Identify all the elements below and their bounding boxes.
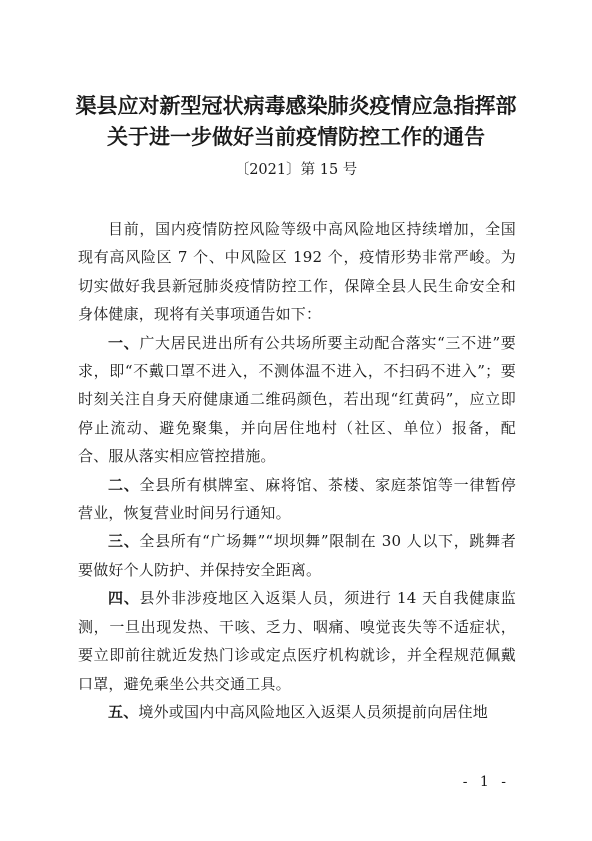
document-title-line-2: 关于进一步做好当前疫情防控工作的通告 [107,124,485,149]
paragraph-item-1 [78,329,516,471]
paragraph-item-3 [78,527,516,584]
item-number: 二、 [108,475,140,494]
item-text: 县外非涉疫地区入返渠人员，须进行 14 天自我健康监测，一旦出现发热、干咳、乏力、咽痛、嗅觉丧失等不适症状，要立即前往就近发热门诊或定点医疗机构就诊，并全程规范佩戴口罩，避免乘坐公共交通工具。 [78,589,517,693]
item-text: 全县所有棋牌室、麻将馆、茶楼、家庭茶馆等一律暂停营业，恢复营业时间另行通知。 [78,475,516,523]
document-title-line-1: 渠县应对新型冠状病毒感染肺炎疫情应急指挥部 [75,93,517,118]
item-text: 广大居民进出所有公共场所要主动配合落实“三不进”要求，即“不戴口罩不进入，不测体温不进入，不扫码不进入”；要时刻关注自身天府健康通二维码颜色，若出现“红黄码”，应立即停止流动、避免聚集，并向居住地村（社区、单位）报备，配合、服从落实相应管控措施。 [78,333,516,466]
document-body [78,215,516,726]
paragraph-item-4 [78,584,516,698]
item-number: 四、 [108,589,140,608]
paragraph-intro: 目前，国内疫情防控风险等级中高风险地区持续增加，全国现有高风险区 7 个、中风险区 192 个，疫情形势非常严峻。为切实做好我县新冠肺炎疫情防控工作，保障全县人民生命安全和身体健康，现将有关事项通告如下： [78,220,516,324]
paragraph-item-2 [78,471,516,528]
paragraph-item-5 [78,698,516,726]
item-number: 一、 [108,333,140,352]
item-number: 五、 [108,702,139,721]
item-text: 全县所有“广场舞”“坝坝舞”限制在 30 人以下，跳舞者要做好个人防护、并保持安全距离。 [78,532,517,579]
item-text: 境外或国内中高风险地区入返渠人员须提前向居住地 [138,702,489,721]
document-number: 〔2021〕第 15 号 [234,162,358,178]
page-number: - 1 - [462,774,510,790]
item-number: 三、 [108,532,140,551]
